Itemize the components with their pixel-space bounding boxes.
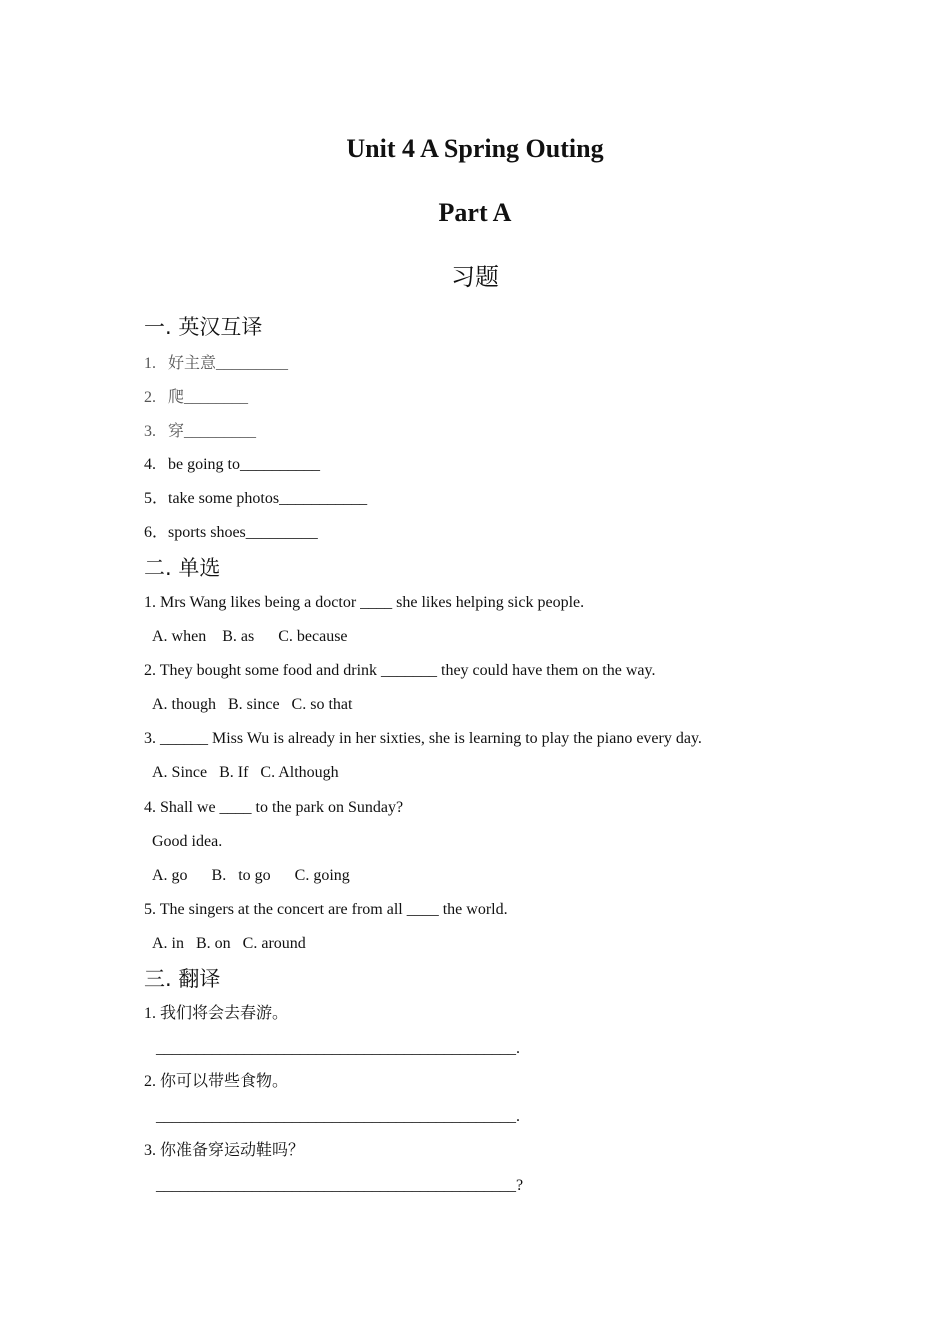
section1-title: 一. 英汉互译 bbox=[144, 315, 263, 339]
question-options: A. though B. since C. so that bbox=[152, 696, 353, 713]
page-title: Unit 4 A Spring Outing bbox=[346, 134, 604, 163]
question-options: A. in B. on C. around bbox=[152, 935, 306, 952]
translate-item: 1. 好主意_________ bbox=[144, 355, 289, 372]
section2-title: 二. 单选 bbox=[144, 556, 221, 580]
translation-question: 3. 你准备穿运动鞋吗？ bbox=[144, 1142, 305, 1159]
translate-item: 6．sports shoes_________ bbox=[144, 524, 318, 541]
answer-line: _____________________________________________? bbox=[156, 1177, 524, 1194]
translation-question: 1. 我们将会去春游。 bbox=[144, 1005, 289, 1022]
question-options: A. Since B. If C. Although bbox=[152, 764, 339, 781]
question-options: A. go B. to go C. going bbox=[152, 867, 350, 884]
translation-question: 2. 你可以带些食物。 bbox=[144, 1073, 289, 1090]
translate-item: 5．take some photos___________ bbox=[144, 490, 368, 507]
answer-line: _____________________________________________. bbox=[156, 1108, 520, 1125]
exercise-heading: 习题 bbox=[451, 263, 499, 291]
question-text: 5. The singers at the concert are from all ____ the world. bbox=[144, 901, 508, 918]
section3-title: 三. 翻译 bbox=[144, 967, 221, 991]
question-text: 1. Mrs Wang likes being a doctor ____ she likes helping sick people. bbox=[144, 594, 585, 611]
translate-item: 4. be going to__________ bbox=[144, 456, 320, 473]
question-reply: Good idea. bbox=[152, 833, 223, 850]
question-text: 4. Shall we ____ to the park on Sunday? bbox=[144, 799, 404, 816]
question-text: 2. They bought some food and drink _______ they could have them on the way. bbox=[144, 662, 656, 679]
question-options: A. when B. as C. because bbox=[152, 628, 348, 645]
page-subtitle: Part A bbox=[438, 198, 512, 227]
question-text: 3. ______ Miss Wu is already in her sixties, she is learning to play the piano every day. bbox=[144, 730, 702, 747]
translate-item: 2. 爬________ bbox=[144, 389, 249, 406]
answer-line: _____________________________________________. bbox=[156, 1040, 520, 1057]
translate-item: 3. 穿_________ bbox=[144, 423, 257, 440]
